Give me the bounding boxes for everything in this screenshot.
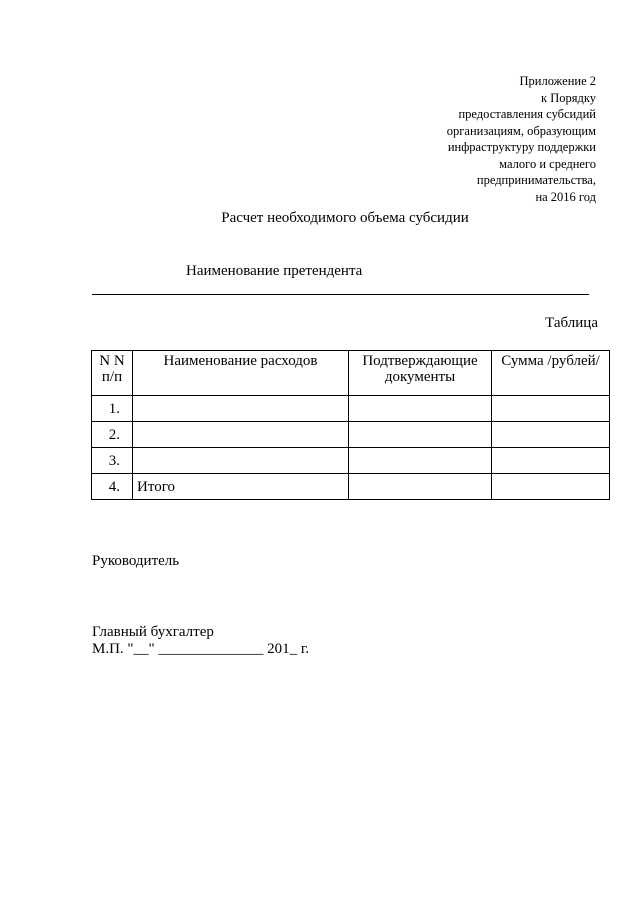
applicant-label: Наименование претендента: [186, 263, 363, 279]
header-documents-line: Подтверждающие: [362, 353, 478, 369]
expenses-table: [91, 350, 610, 500]
applicant-fill-line: [92, 294, 589, 295]
appendix-line: на 2016 год: [535, 189, 596, 204]
row-documents: [349, 396, 492, 422]
row-documents: [349, 422, 492, 448]
header-num: [92, 351, 133, 396]
row-num: 2.: [92, 422, 133, 448]
table-row: [92, 448, 610, 474]
row-sum: [492, 422, 610, 448]
row-expense-name: [133, 448, 349, 474]
table-row: [92, 396, 610, 422]
appendix-line: малого и среднего: [499, 156, 596, 171]
row-num: 3.: [92, 448, 133, 474]
appendix-line: Приложение 2: [519, 74, 596, 88]
header-num-line: N N: [99, 353, 125, 369]
stamp-date-line: М.П. "__" ______________ 201_ г.: [92, 641, 310, 657]
header-documents: [349, 351, 492, 396]
appendix-line: предоставления субсидий: [458, 107, 596, 121]
row-expense-name: [133, 396, 349, 422]
row-expense-name: [133, 422, 349, 448]
row-num: 4.: [92, 474, 133, 500]
row-expense-name: Итого: [133, 474, 349, 500]
appendix-block: [447, 73, 596, 205]
row-documents: [349, 448, 492, 474]
accountant-signature-label: Главный бухгалтер: [92, 624, 214, 640]
head-signature-label: Руководитель: [92, 553, 180, 569]
header-expense-name: Наименование расходов: [133, 351, 349, 396]
row-sum: [492, 396, 610, 422]
appendix-line: предпринимательства,: [476, 173, 596, 187]
header-documents-line: документы: [384, 369, 456, 385]
appendix-line: инфраструктуру поддержки: [447, 140, 596, 154]
header-num-line: п/п: [101, 369, 123, 385]
appendix-line: к Порядку: [541, 90, 596, 105]
row-num: 1.: [92, 396, 133, 422]
row-documents: [349, 474, 492, 500]
document-title: Расчет необходимого объема субсидии: [221, 210, 469, 226]
table-label: Таблица: [545, 315, 598, 331]
table-row-total: [92, 474, 610, 500]
header-sum: Сумма /рублей/: [492, 351, 610, 396]
appendix-line: организациям, образующим: [446, 123, 596, 138]
row-sum: [492, 474, 610, 500]
row-sum: [492, 448, 610, 474]
table-header-row: [92, 351, 610, 396]
table-row: [92, 422, 610, 448]
